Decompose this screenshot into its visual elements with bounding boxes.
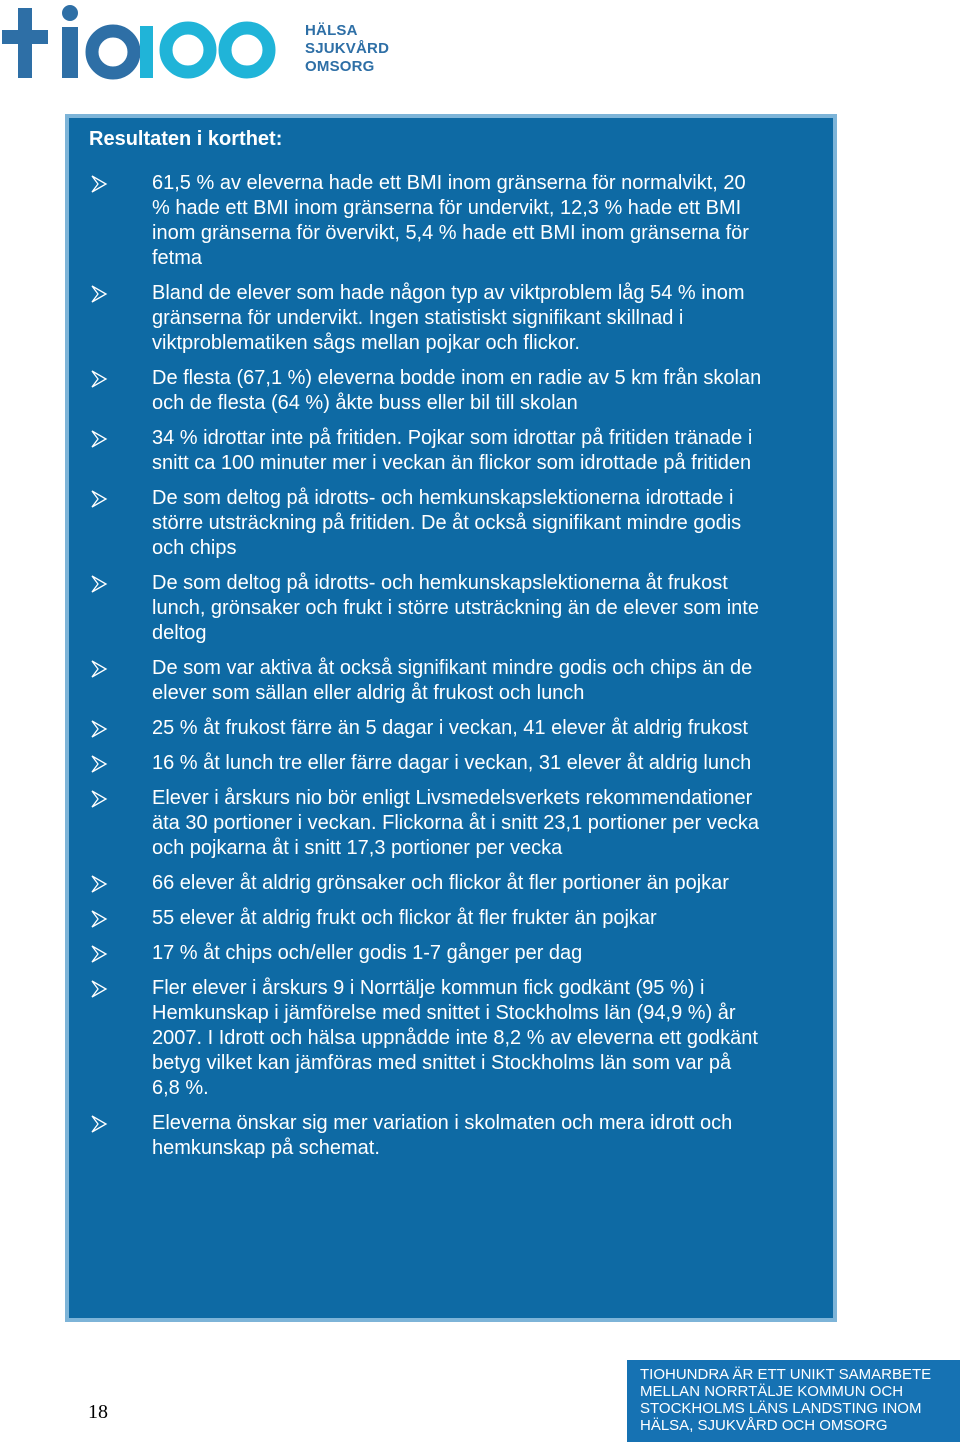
bullet-text: 16 % åt lunch tre eller färre dagar i veckan, 31 elever åt aldrig lunch [152, 752, 752, 774]
arrowhead-icon [89, 979, 109, 999]
arrowhead-icon [89, 489, 109, 509]
bullet-item [69, 656, 833, 706]
bullet-text: Eleverna önskar sig mer variation i skolmaten och mera idrott och hemkunskap på schemat. [152, 1112, 733, 1159]
bullet-text: De som var aktiva åt också signifikant mindre godis och chips än de elever som sällan eller aldrig åt frukost och lunch [152, 657, 753, 704]
bullet-item [69, 941, 833, 966]
bullet-item [69, 571, 833, 646]
footer-line: MELLAN NORRTÄLJE KOMMUN OCH [640, 1383, 904, 1400]
bullet-text: 17 % åt chips och/eller godis 1-7 gånger per dag [152, 942, 583, 964]
arrowhead-icon [89, 659, 109, 679]
arrowhead-icon [89, 429, 109, 449]
results-bullet-list [69, 171, 833, 1171]
bullet-item [69, 871, 833, 896]
bullet-item [69, 786, 833, 861]
arrowhead-icon [89, 369, 109, 389]
bullet-item [69, 171, 833, 271]
arrowhead-icon [89, 754, 109, 774]
bullet-item [69, 1111, 833, 1161]
bullet-text: 34 % idrottar inte på fritiden. Pojkar som idrottar på fritiden tränade i snitt ca 100 minuter mer i veckan än flickor som idrottade på fritiden [152, 427, 753, 474]
bullet-text: 25 % åt frukost färre än 5 dagar i veckan, 41 elever åt aldrig frukost [152, 717, 748, 739]
footer-line: TIOHUNDRA ÄR ETT UNIKT SAMARBETE [640, 1366, 932, 1383]
logo-line-halsa: HÄLSA [305, 22, 358, 39]
bullet-text: De som deltog på idrotts- och hemkunskapslektionerna åt frukost lunch, grönsaker och frukt i större utsträckning än de elever som inte deltog [152, 572, 759, 644]
bullet-text: 66 elever åt aldrig grönsaker och flickor åt fler portioner än pojkar [152, 872, 729, 894]
arrowhead-icon [89, 719, 109, 739]
bullet-text: De flesta (67,1 %) eleverna bodde inom en radie av 5 km från skolan och de flesta (64 %) åkte buss eller bil till skolan [152, 367, 762, 414]
footer-line: HÄLSA, SJUKVÅRD OCH OMSORG [640, 1417, 888, 1434]
arrowhead-icon [89, 944, 109, 964]
logo-tagline [305, 22, 389, 76]
bullet-text: Elever i årskurs nio bör enligt Livsmedelsverkets rekommendationer äta 30 portioner i veckan. Flickorna åt i snitt 23,1 portioner per vecka och pojkarna åt i snitt 17,3 portioner per vecka [152, 787, 759, 859]
bullet-text: Bland de elever som hade någon typ av viktproblem låg 54 % inom gränserna för undervikt. Ingen statistiskt signifikant skillnad i viktproblematiken sågs mellan pojkar och flickor. [152, 282, 745, 354]
bullet-text: 55 elever åt aldrig frukt och flickor åt fler frukter än pojkar [152, 907, 657, 929]
arrowhead-icon [89, 1114, 109, 1134]
results-title: Resultaten i korthet: [89, 128, 283, 150]
bullet-item [69, 486, 833, 561]
bullet-text: De som deltog på idrotts- och hemkunskapslektionerna idrottade i större utsträckning på fritiden. De åt också signifikant mindre godis och chips [152, 487, 742, 559]
arrowhead-icon [89, 874, 109, 894]
page-number: 18 [88, 1401, 108, 1423]
bullet-item [69, 906, 833, 931]
bullet-item [69, 366, 833, 416]
arrowhead-icon [89, 284, 109, 304]
arrowhead-icon [89, 574, 109, 594]
bullet-item [69, 716, 833, 741]
bullet-text: 61,5 % av eleverna hade ett BMI inom gränserna för normalvikt, 20 % hade ett BMI inom gränserna för undervikt, 12,3 % hade ett BMI inom gränserna för övervikt, 5,4 % hade ett BMI inom gränserna för fetma [152, 172, 749, 269]
results-summary-box [65, 114, 837, 1322]
bullet-item [69, 426, 833, 476]
bullet-text: Fler elever i årskurs 9 i Norrtälje kommun fick godkänt (95 %) i Hemkunskap i jämförelse med snittet i Stockholms län (94,9 %) år 2007. I Idrott och hälsa uppnådde inte 8,2 % av eleverna ett godkänt betyg vilket kan jämföras med snittet i Stockholms län som var på 6,8 %. [152, 977, 758, 1099]
footer-banner [627, 1360, 960, 1442]
arrowhead-icon [89, 789, 109, 809]
bullet-item [69, 281, 833, 356]
footer-line: STOCKHOLMS LÄNS LANDSTING INOM [640, 1400, 922, 1417]
logo-line-sjukvard: SJUKVÅRD [305, 40, 390, 57]
logo-line-omsorg: OMSORG [305, 58, 375, 75]
arrowhead-icon [89, 174, 109, 194]
bullet-item [69, 751, 833, 776]
arrowhead-icon [89, 909, 109, 929]
tiohundra-logo [0, 0, 400, 90]
tio100-logo-mark [0, 0, 290, 90]
bullet-item [69, 976, 833, 1101]
